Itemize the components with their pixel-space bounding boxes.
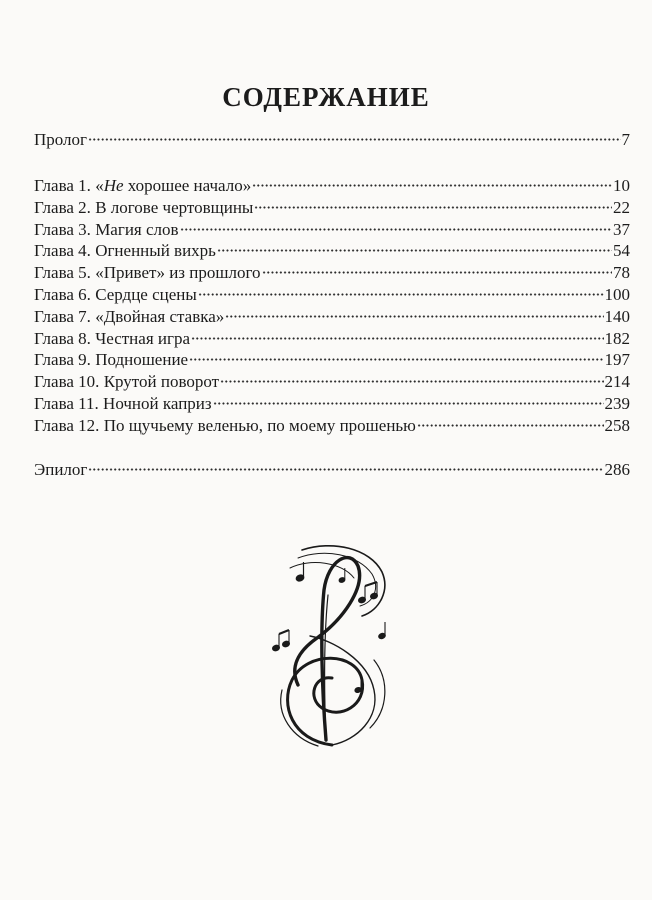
toc-entry-title: [34, 220, 179, 240]
leader-dots: [180, 228, 612, 231]
leader-dots: [191, 337, 603, 340]
toc-entry: [34, 220, 630, 242]
toc-entry: [34, 416, 630, 438]
open-quote: «: [95, 176, 104, 195]
treble-clef-music-notes-icon: [262, 540, 394, 750]
toc-entry-page: 197: [604, 350, 630, 370]
toc-entry-title: [34, 394, 212, 414]
toc-entry: [34, 285, 630, 307]
leader-dots: [88, 468, 603, 471]
page-title: СОДЕРЖАНИЕ: [222, 82, 430, 112]
leader-dots: [189, 358, 603, 361]
toc-chapters: [34, 176, 630, 438]
toc-entry-title: [34, 416, 416, 436]
chapter-title: Ночной каприз: [103, 393, 212, 413]
toc-entry-title: [34, 307, 224, 327]
toc-entry-title: [34, 263, 261, 283]
toc-entry-title: Пролог: [34, 130, 88, 149]
chapter-number: Глава 7.: [34, 306, 96, 326]
chapter-title: Подношение: [95, 350, 189, 370]
toc-entry-page: 182: [604, 328, 630, 348]
toc-entry: [34, 263, 630, 285]
toc-entry-page: 78: [613, 263, 630, 283]
toc-entry-title: [34, 329, 190, 349]
chapter-title: Сердце сцены: [95, 284, 197, 304]
toc-entry: [34, 350, 630, 372]
toc-entry-page: 22: [613, 197, 630, 217]
toc-entry: [34, 307, 630, 329]
toc-epilogue: [34, 460, 630, 482]
chapter-number: Глава 11.: [34, 393, 104, 413]
chapter-title: Крутой поворот: [103, 372, 220, 392]
emphasized-word: Не: [103, 176, 124, 195]
leader-dots: [225, 315, 603, 318]
leader-dots: [198, 293, 604, 296]
toc-entry-page: 37: [613, 219, 630, 239]
chapter-number: Глава 9.: [34, 350, 96, 370]
toc-entry-page: 286: [604, 460, 630, 479]
chapter-number: Глава 12.: [34, 415, 104, 435]
chapter-number: Глава 5.: [34, 263, 96, 283]
chapter-title: «Привет» из прошлого: [95, 263, 261, 283]
toc-entry: [34, 130, 630, 152]
toc-entry-page: 10: [613, 176, 630, 195]
toc-entry: [34, 329, 630, 351]
toc-entry-title: [34, 176, 251, 196]
chapter-title: Честная игра: [95, 328, 191, 348]
leader-dots: [213, 402, 604, 405]
chapter-number: Глава 6.: [34, 284, 96, 304]
chapter-number: Глава 10.: [34, 372, 104, 392]
leader-dots: [254, 206, 612, 209]
leader-dots: [262, 271, 613, 274]
leader-dots: [88, 138, 620, 141]
chapter-number: Глава 3.: [34, 219, 96, 239]
chapter-number: Глава 1.: [34, 176, 96, 195]
leader-dots: [252, 184, 612, 187]
chapter-title: В логове чертовщины: [95, 197, 254, 217]
toc-entry: [34, 241, 630, 263]
chapter-number: Глава 2.: [34, 197, 96, 217]
toc-entry: [34, 198, 630, 220]
toc-entry-page: 258: [604, 415, 630, 435]
toc-entry-title: [34, 372, 219, 392]
chapter-title: По щучьему веленью, по моему прошенью: [103, 415, 416, 435]
toc-prologue: [34, 130, 630, 152]
toc-entry-page: 100: [604, 284, 630, 304]
chapter-title: Огненный вихрь: [95, 241, 216, 261]
toc-entry-title: [34, 285, 197, 305]
toc-entry: [34, 372, 630, 394]
chapter-title: «Двойная ставка»: [95, 306, 225, 326]
leader-dots: [417, 424, 604, 427]
toc-entry: [34, 460, 630, 482]
toc-entry-title: Эпилог: [34, 460, 88, 479]
toc-entry-title: [34, 198, 253, 218]
toc-entry-page: 54: [613, 241, 630, 261]
toc-entry-page: 7: [621, 130, 630, 149]
chapter-number: Глава 8.: [34, 328, 96, 348]
toc-entry: [34, 394, 630, 416]
toc-entry-page: 239: [604, 393, 630, 413]
chapter-title: Магия слов: [95, 219, 179, 239]
toc-entry-page: 214: [604, 372, 630, 392]
toc-entry: [34, 176, 630, 198]
leader-dots: [217, 249, 612, 252]
leader-dots: [220, 380, 603, 383]
chapter-title: хорошее начало»: [123, 176, 252, 195]
toc-entry-title: [34, 350, 188, 370]
toc-entry-page: 140: [604, 306, 630, 326]
chapter-number: Глава 4.: [34, 241, 96, 261]
toc-entry-title: [34, 241, 216, 261]
